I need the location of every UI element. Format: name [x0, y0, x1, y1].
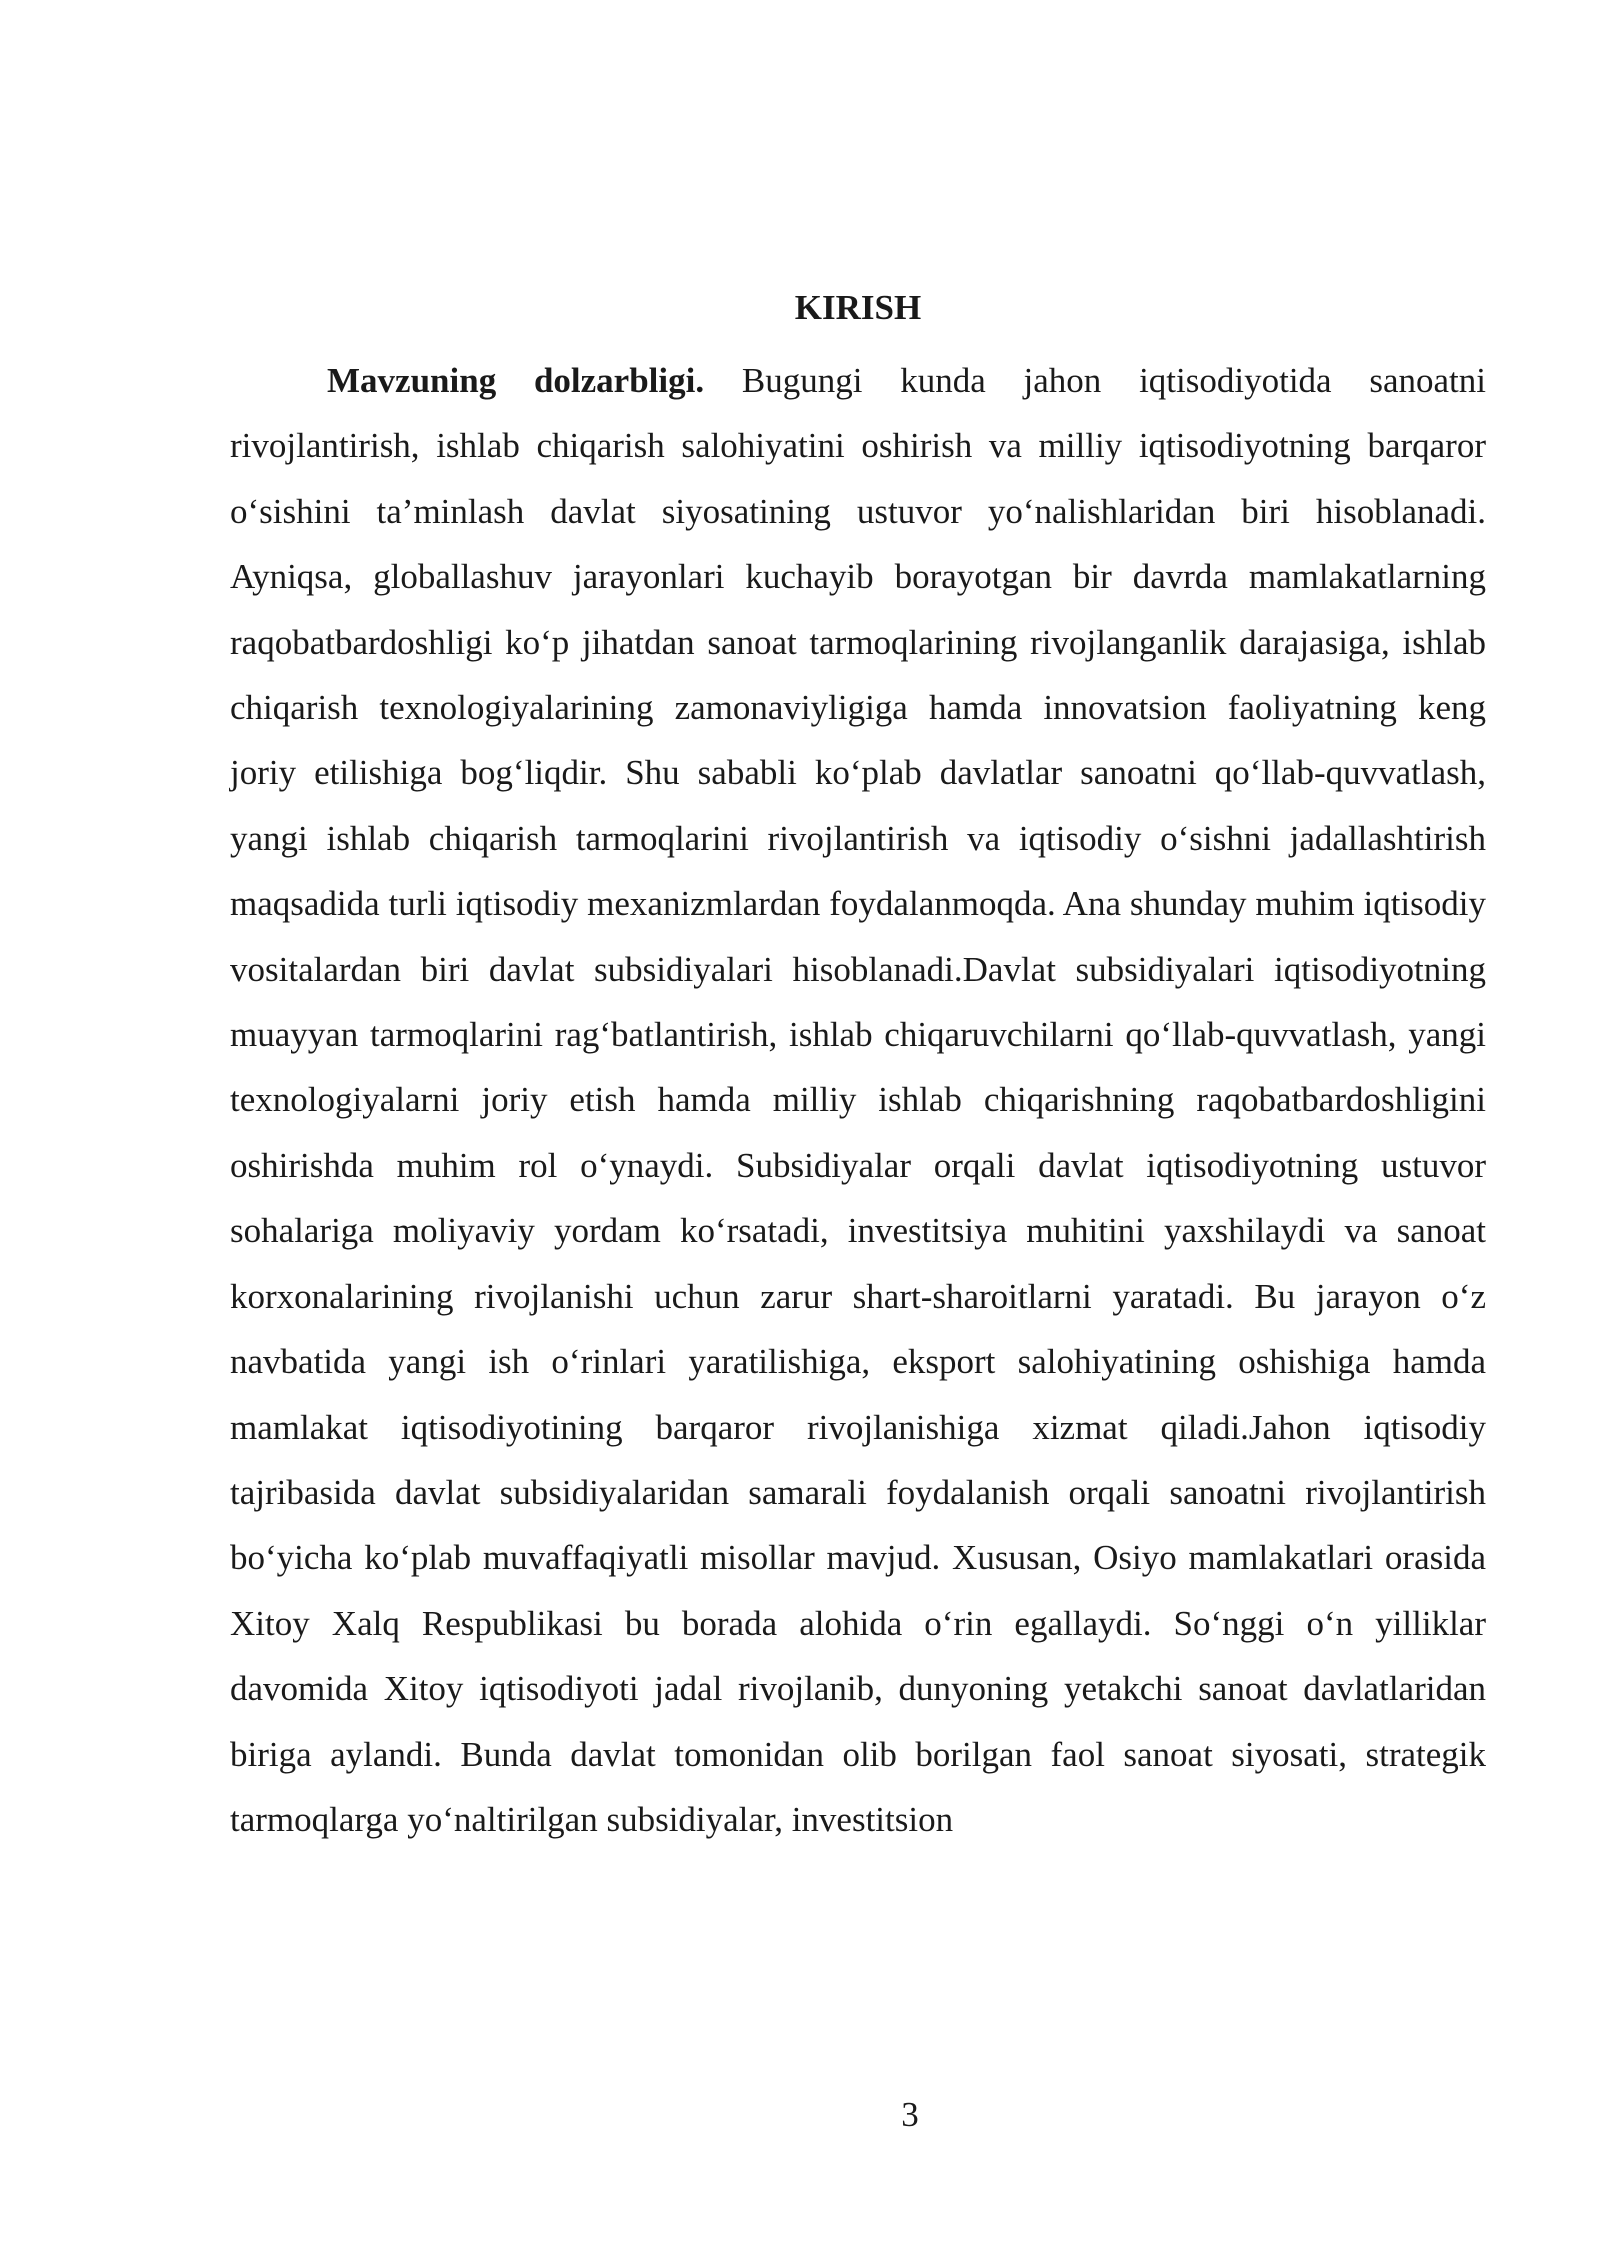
paragraph-text: Bugungi kunda jahon iqtisodiyotida sanoatni rivojlantirish, ishlab chiqarish salohiyatini oshirish va milliy iqtisodiyotning barqaror o‘sishini ta’minlash davlat siyosatining ustuvor yo‘nalishlaridan biri hisoblanadi. Ayniqsa, globallashuv jarayonlari kuchayib borayotgan bir davrda mamlakatlarning raqobatbardoshligi ko‘p jihatdan sanoat tarmoqlarining rivojlanganlik darajasiga, ishlab chiqarish texnologiyalarining zamonaviyligiga hamda innovatsion faoliyatning keng joriy etilishiga bog‘liqdir. Shu sababli ko‘plab davlatlar sanoatni qo‘llab-quvvatlash, yangi ishlab chiqarish tarmoqlarini rivojlantirish va iqtisodiy o‘sishni jadallashtirish maqsadida turli iqtisodiy mexanizmlardan foydalanmoqda. Ana shunday muhim iqtisodiy vositalardan biri davlat subsidiyalari hisoblanadi.Davlat subsidiyalari iqtisodiyotning muayyan tarmoqlarini rag‘batlantirish, ishlab chiqaruvchilarni qo‘llab-quvvatlash, yangi texnologiyalarni joriy etish hamda milliy ishlab chiqarishning raqobatbardoshligini oshirishda muhim rol o‘ynaydi. Subsidiyalar orqali davlat iqtisodiyotning ustuvor sohalariga moliyaviy yordam ko‘rsatadi, investitsiya muhitini yaxshilaydi va sanoat korxonalarining rivojlanishi uchun zarur shart-sharoitlarni yaratadi. Bu jarayon o‘z navbatida yangi ish o‘rinlari yaratilishiga, eksport salohiyatining oshishiga hamda mamlakat iqtisodiyotining barqaror rivojlanishiga xizmat qiladi.Jahon iqtisodiy tajribasida davlat subsidiyalaridan samarali foydalanish orqali sanoatni rivojlantirish bo‘yicha ko‘plab muvaffaqiyatli misollar mavjud. Xususan, Osiyo mamlakatlari orasida Xitoy Xalq Respublikasi bu borada alohida o‘rin egallaydi. So‘nggi o‘n yilliklar davomida Xitoy iqtisodiyoti jadal rivojlanib, dunyoning yetakchi sanoat davlatlaridan biriga aylandi. Bunda davlat tomonidan olib borilgan faol sanoat siyosati, strategik tarmoqlarga yo‘naltirilgan subsidiyalar, investitsion — [230, 361, 1486, 1839]
section-heading: KIRISH — [794, 288, 922, 327]
page-number: 3 — [901, 2095, 919, 2134]
body-paragraph — [230, 348, 1486, 1852]
paragraph-lead: Mavzuning dolzarbligi. — [327, 361, 705, 400]
